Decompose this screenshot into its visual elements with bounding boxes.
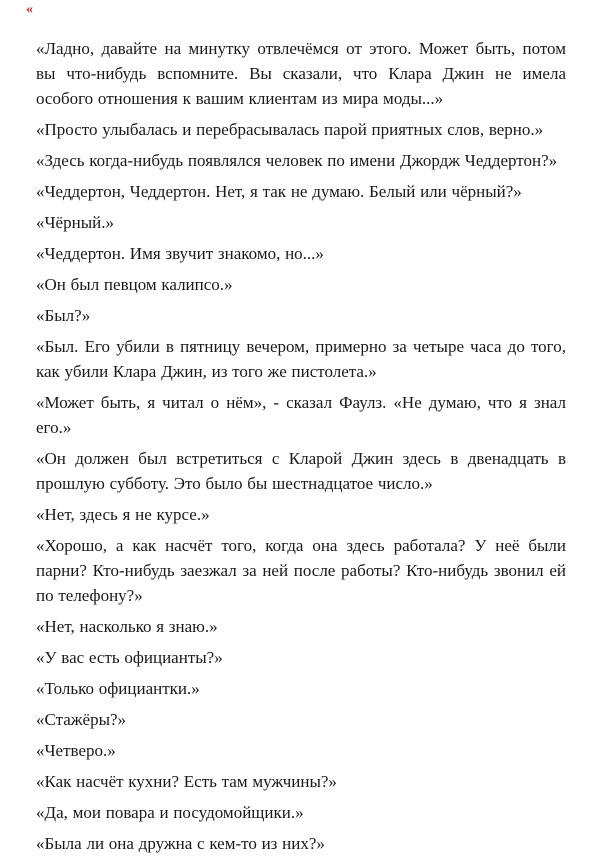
dialogue-paragraph: «Чеддертон, Чеддертон. Нет, я так не думаю. Белый или чёрный?» [36,182,522,201]
dialogue-paragraph: «Просто улыбалась и перебрасывалась парой приятных слов, верно.» [36,120,544,139]
dialogue-paragraph: «Чёрный.» [36,213,114,232]
dialogue-paragraph: «Нет, здесь я не курсе.» [36,505,210,524]
dialogue-paragraph: «Да, мои повара и посудомойщики.» [36,803,304,822]
dialogue-paragraph: «Стажёры?» [36,710,127,729]
dialogue-paragraph: «Он должен был встретиться с Кларой Джин здесь в двенадцать в прошлую субботу. Это было бы шестнадцатое число.» [36,449,566,493]
dialogue-paragraph: «Здесь когда-нибудь появлялся человек по имени Джордж Чеддертон?» [36,151,558,170]
dialogue-paragraph: «Четверо.» [36,741,116,760]
dialogue-paragraph: «Хорошо, а как насчёт того, когда она здесь работала? У неё были парни? Кто-нибудь заезжал за ней после работы? Кто-нибудь звонил ей по телефону?» [36,536,566,605]
dialogue-paragraph: «Как насчёт кухни? Есть там мужчины?» [36,772,337,791]
book-text-area [36,36,566,862]
dialogue-paragraph: «Только официантки.» [36,679,200,698]
dialogue-paragraph: «Ладно, давайте на минутку отвлечёмся от этого. Может быть, потом вы что-нибудь вспомните. Вы сказали, что Клара Джин не имела особого отношения к вашим клиентам из мира моды...» [36,39,566,108]
dialogue-paragraph: «Был?» [36,306,91,325]
dialogue-paragraph: «Чеддертон. Имя звучит знакомо, но...» [36,244,324,263]
dialogue-paragraph: «Он был певцом калипсо.» [36,275,233,294]
dialogue-paragraph: «Была ли она дружна с кем-то из них?» [36,834,325,853]
dialogue-paragraph: «Был. Его убили в пятницу вечером, примерно за четыре часа до того, как убили Клара Джин, из того же пистолета.» [36,337,566,381]
dialogue-paragraph: «Нет, насколько я знаю.» [36,617,218,636]
dialogue-paragraph: «У вас есть официанты?» [36,648,223,667]
red-guillemet-artifact: « [26,2,33,17]
dialogue-paragraph: «Может быть, я читал о нём», - сказал Фаулз. «Не думаю, что я знал его.» [36,393,566,437]
